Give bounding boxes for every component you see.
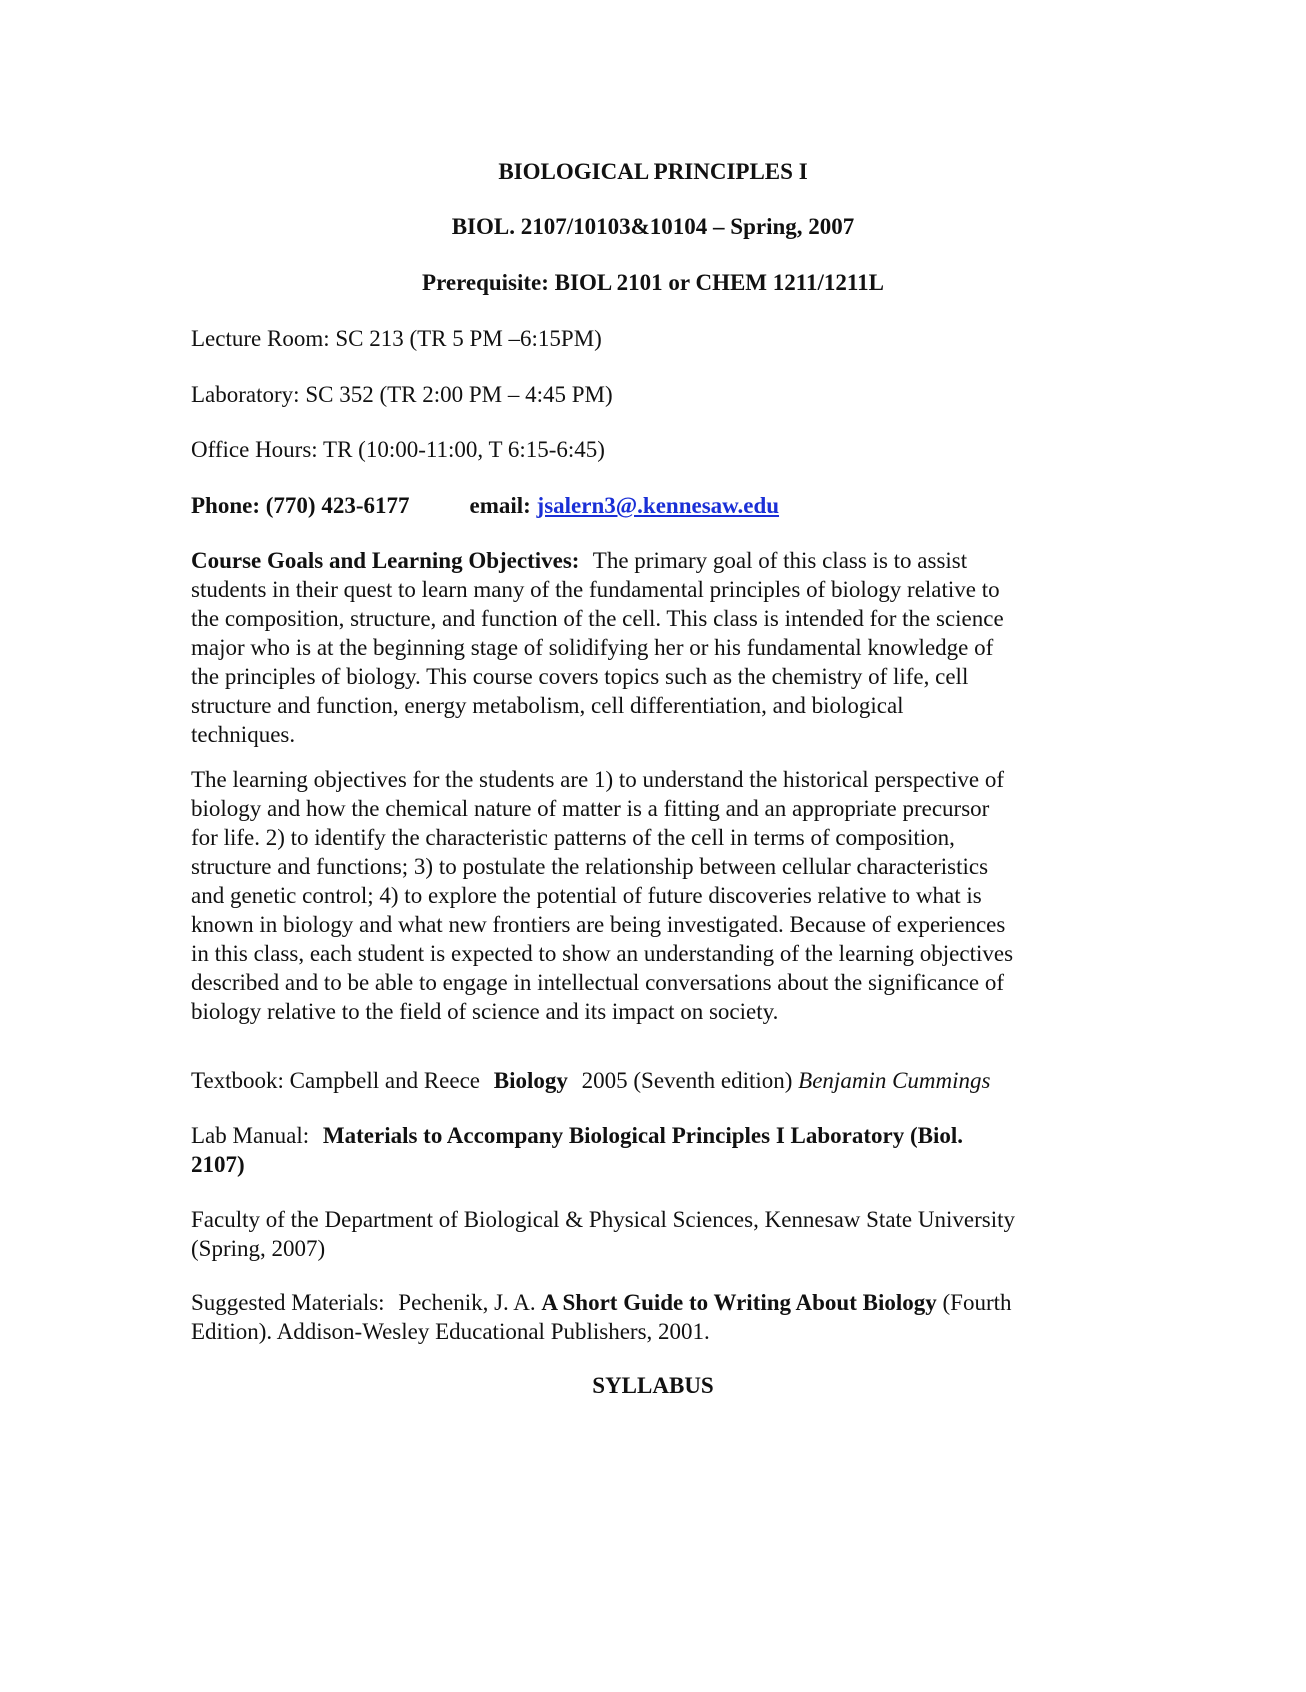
paragraph-line: described and to be able to engage in intellectual conversations about the significance of (191, 970, 1005, 995)
goals-line-text: The primary goal of this class is to assist (592, 548, 968, 573)
phone-number: Phone: (770) 423-6177 (191, 493, 410, 518)
paragraph-line: known in biology and what new frontiers are being investigated. Because of experiences (191, 912, 1006, 937)
document-title: BIOLOGICAL PRINCIPLES I (498, 159, 808, 184)
lab-manual (191, 1121, 1126, 1179)
email-label: email: (469, 493, 531, 518)
paragraph-line: techniques. (191, 722, 296, 747)
textbook-publisher: Benjamin Cummings (798, 1068, 991, 1093)
lab-manual-line-1 (191, 1121, 1126, 1150)
email-link[interactable]: jsalern3@.kennesaw.edu (536, 493, 780, 518)
paragraph-line: biology and how the chemical nature of matter is a fitting and an appropriate precursor (191, 796, 990, 821)
textbook-label: Textbook: Campbell and Reece (191, 1068, 480, 1093)
faculty-line-1: Faculty of the Department of Biological & Physical Sciences, Kennesaw State University (191, 1207, 1015, 1232)
paragraph-line: the composition, structure, and function of the cell. This class is intended for the science (191, 606, 1004, 631)
faculty-credit (191, 1205, 1126, 1263)
prerequisite: Prerequisite: BIOL 2101 or CHEM 1211/1211L (422, 270, 884, 295)
textbook-line (191, 1066, 1126, 1095)
textbook-edition: 2005 (Seventh edition) (581, 1068, 793, 1093)
paragraph-line: the principles of biology. This course covers topics such as the chemistry of life, cell (191, 664, 969, 689)
suggested-line-2: Edition). Addison-Wesley Educational Publishers, 2001. (191, 1319, 710, 1344)
course-number: BIOL. 2107/10103&10104 – Spring, 2007 (451, 214, 855, 239)
office-hours: Office Hours: TR (10:00-11:00, T 6:15-6:45) (191, 437, 605, 462)
goals-heading: Course Goals and Learning Objectives: (191, 548, 580, 573)
course-goals-paragraph (191, 546, 1126, 749)
paragraph-line: students in their quest to learn many of the fundamental principles of biology relative to (191, 577, 1000, 602)
lab-manual-label: Lab Manual: (191, 1123, 310, 1148)
lab-manual-title: Materials to Accompany Biological Principles I Laboratory (Biol. (322, 1123, 964, 1148)
goals-first-line (191, 546, 1126, 575)
faculty-line-2: (Spring, 2007) (191, 1236, 326, 1261)
contact-line (191, 491, 1126, 520)
paragraph-line: major who is at the beginning stage of solidifying her or his fundamental knowledge of (191, 635, 994, 660)
suggested-materials (191, 1288, 1126, 1346)
paragraph-line: The learning objectives for the students are 1) to understand the historical perspective of (191, 767, 1005, 792)
textbook-title: Biology (493, 1068, 568, 1093)
paragraph-line: in this class, each student is expected to show an understanding of the learning objectives (191, 941, 1014, 966)
suggested-title: A Short Guide to Writing About Biology (541, 1290, 937, 1315)
laboratory: Laboratory: SC 352 (TR 2:00 PM – 4:45 PM) (191, 382, 613, 407)
paragraph-line: and genetic control; 4) to explore the potential of future discoveries relative to what is (191, 883, 982, 908)
syllabus-heading: SYLLABUS (592, 1373, 714, 1398)
paragraph-line: for life. 2) to identify the characteristic patterns of the cell in terms of composition, (191, 825, 955, 850)
lecture-room: Lecture Room: SC 213 (TR 5 PM –6:15PM) (191, 326, 602, 351)
paragraph-line: biology relative to the field of science and its impact on society. (191, 999, 779, 1024)
suggested-label: Suggested Materials: (191, 1290, 385, 1315)
paragraph-line: structure and function, energy metabolism, cell differentiation, and biological (191, 693, 904, 718)
paragraph-line: structure and functions; 3) to postulate the relationship between cellular characteristics (191, 854, 989, 879)
learning-objectives-paragraph (191, 765, 1126, 1026)
suggested-author: Pechenik, J. A. (398, 1290, 536, 1315)
lab-manual-line-2: 2107) (191, 1152, 245, 1177)
suggested-line-1 (191, 1288, 1126, 1317)
suggested-edition: (Fourth (942, 1290, 1012, 1315)
